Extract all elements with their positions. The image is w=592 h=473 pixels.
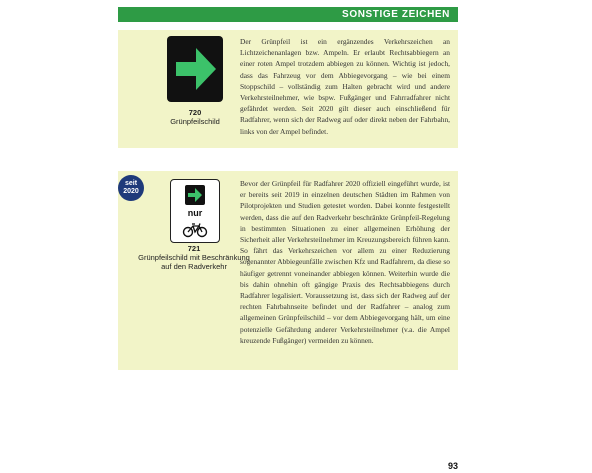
green-arrow-right-icon xyxy=(167,36,223,102)
badge-line-2: 2020 xyxy=(123,188,139,195)
page-number: 93 xyxy=(448,461,459,471)
green-arrow-right-icon xyxy=(185,185,205,205)
sign-name: Grünpfeilschild mit Beschränkung auf den Radverkehr xyxy=(138,253,250,271)
badge-line-1: seit xyxy=(124,180,138,187)
sign-number: 720 xyxy=(188,108,202,117)
since-badge xyxy=(118,175,144,201)
sign-caption xyxy=(148,108,242,126)
sign-number: 721 xyxy=(187,244,201,253)
bicycle-icon xyxy=(182,222,208,238)
section-header xyxy=(118,7,458,22)
sign-name: Grünpfeilschild xyxy=(170,117,220,126)
sign-caption xyxy=(138,244,250,271)
green-arrow-sign xyxy=(167,36,223,102)
section-title: SONSTIGE ZEICHEN xyxy=(342,9,450,20)
sign-entry-720 xyxy=(118,30,458,148)
sign-description: Der Grünpfeil ist ein ergänzendes Verkehrszeichen an Lichtzeichenanlagen bzw. Ampeln. Er erlaubt Rechtsabbiegern an einer roten Ampel trotzdem abbiegen zu können. Wichtig ist jedoch, dass das Fahrzeug vor dem Abbiegevorgang – wie bei einem Stoppschild – vollständig zum Halten gebracht wird und andere Verkehrsteilnehmer, wie bspw. Fußgänger und Fahrradfahrer nicht gefährdet werden. Seit 2020 gilt dieser auch einschließend für Radfahrer, wenn sich der Radweg auf oder direkt neben der Fahrbahn, links von der Ampel befindet. xyxy=(240,37,450,136)
green-arrow-panel xyxy=(185,185,205,205)
sign-description: Bevor der Grünpfeil für Radfahrer 2020 offiziell eingeführt wurde, ist er bereits seit 2019 in einzelnen deutschen Städten im Rahmen von Pilotprojekten und Studien getestet worden. Dabei konnte festgestellt werden, dass die auf den Radverkehr beschränkte Grünpfeil-Regelung in bestimmten Situationen zu einer allgemeinen Erhöhung der Sicherheit aller Verkehrsteilnehmer im Kreuzungsbereich führen kann. So fährt das Verkehrszeichen vor allem zu einer Reduzierung sogenannter Abbiegeunfälle zwischen Kfz und Radfahrern, da diese so häufiger getrennt voneinander abbiegen können. Weiterhin wurde die bis dahin ohnehin oft gängige Praxis des Rechtsabbiegens durch Radfahrer legalisiert. Voraussetzung ist, dass sich der Radweg auf der rechten Fahrbahnseite befindet und der Radfahrer – analog zum allgemeinen Grünpfeilschild – vor dem Abbiegevorgang hält, um eine potenzielle Gefährdung anderer Verkehrsteilnehmer (v.a. die Ampel kreuzende Fußgänger) vermeiden zu können. xyxy=(240,179,450,345)
nur-label: nur xyxy=(187,208,203,218)
sign-entry-721 xyxy=(118,171,458,370)
green-arrow-bicycle-sign xyxy=(170,179,220,243)
